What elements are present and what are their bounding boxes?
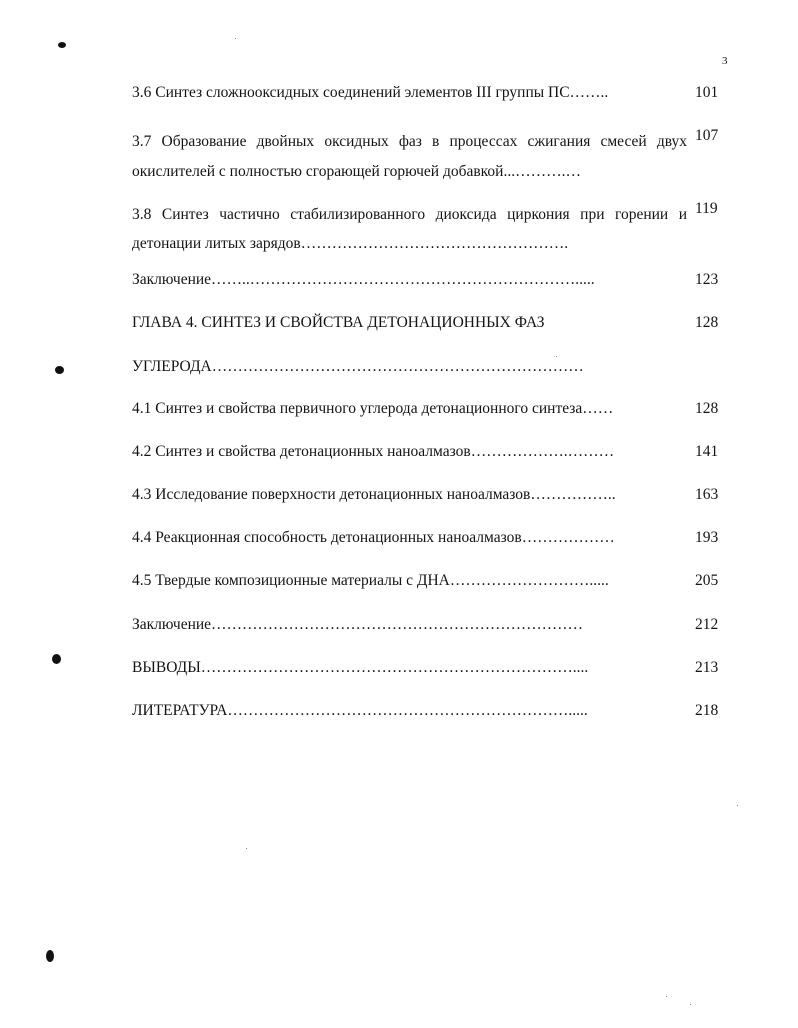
scan-dot <box>737 805 738 806</box>
toc-page-conclusion-3: 123 <box>695 271 719 288</box>
scan-dot <box>666 996 667 997</box>
toc-page-conclusion-4: 212 <box>695 616 719 633</box>
toc-page-4-1: 128 <box>695 400 719 417</box>
scan-speck <box>55 366 64 374</box>
toc-entry-conclusions: ВЫВОДЫ……………………………………………………………….... <box>132 659 589 676</box>
toc-page-4-4: 193 <box>695 529 719 546</box>
toc-entry-3-7: 3.7 Образование двойных оксидных фаз в процессах сжигания смесей двух окислителей с полностью сгорающей горючей добавкой...……….… <box>132 133 687 180</box>
toc-entry-4-2: 4.2 Синтез и свойства детонационных наноалмазов……………….……… <box>132 443 615 460</box>
toc-entry-conclusion-3: Заключение……..………………………………………………………..... <box>132 271 595 288</box>
toc-entry-3-6: 3.6 Синтез сложнооксидных соединений элементов III группы ПС…….. <box>132 84 609 101</box>
toc-page-3-8: 119 <box>695 200 718 217</box>
toc-page-conclusions: 213 <box>695 659 719 676</box>
toc-entry-chapter-4: ГЛАВА 4. СИНТЕЗ И СВОЙСТВА ДЕТОНАЦИОННЫХ ФАЗ <box>132 314 545 331</box>
toc-entry-3-8: 3.8 Синтез частично стабилизированного диоксида циркония при горении и детонации литых зарядов……………………………………………. <box>132 206 687 252</box>
scan-dot <box>556 356 557 357</box>
toc-page-chapter-4: 128 <box>695 314 719 331</box>
toc-entry-references: ЛИТЕРАТУРА…………………………………………………………..... <box>132 702 588 719</box>
page-number: 3 <box>722 55 728 67</box>
toc-page-4-2: 141 <box>695 443 719 460</box>
scan-speck <box>58 42 66 48</box>
toc-page-4-5: 205 <box>695 572 719 589</box>
toc-entry-conclusion-4: Заключение……………………………………………………………… <box>132 616 584 633</box>
toc-entry-4-3: 4.3 Исследование поверхности детонационных наноалмазов…………….. <box>132 486 616 503</box>
scan-dot <box>690 1004 691 1005</box>
toc-entry-chapter-4-cont: УГЛЕРОДА……………………………………………………………… <box>132 358 584 375</box>
scan-dot <box>246 848 247 849</box>
toc-page-3-7: 107 <box>695 127 719 144</box>
toc-page-references: 218 <box>695 702 719 719</box>
toc-entry-4-5: 4.5 Твердые композиционные материалы с ДНА………………………..... <box>132 572 609 589</box>
toc-entry-4-1: 4.1 Синтез и свойства первичного углерода детонационного синтеза…… <box>132 400 614 417</box>
toc-page-3-6: 101 <box>695 84 719 101</box>
toc-page-4-3: 163 <box>695 486 719 503</box>
toc-entry-4-4: 4.4 Реакционная способность детонационных наноалмазов……………… <box>132 529 615 546</box>
scan-speck <box>52 654 61 664</box>
scan-dot <box>235 38 236 39</box>
scan-speck <box>46 950 54 962</box>
